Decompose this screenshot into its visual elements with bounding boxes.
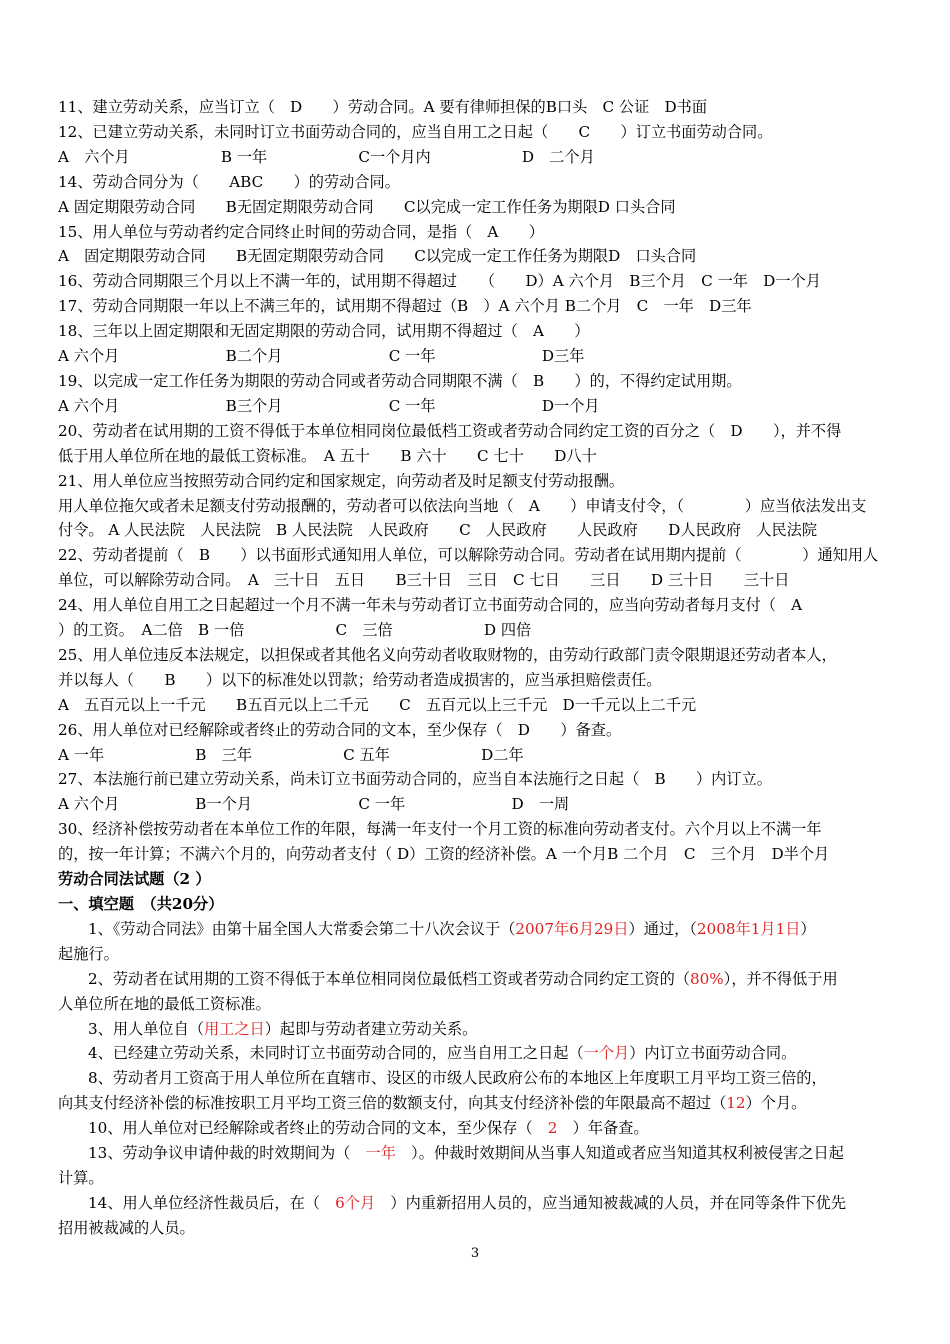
line-text: 24、用人单位自用工之日起超过一个月不满一年未与劳动者订立书面劳动合同的，应当向劳动者每月支付（ A (58, 596, 803, 615)
line-text: 的，按一年计算；不满六个月的，向劳动者支付（ D）工资的经济补偿。A 一个月B 二个月 C 三个月 D半个月 (58, 845, 830, 864)
text-line (58, 693, 892, 718)
line-text: A 固定期限劳动合同 B无固定期限劳动合同 C以完成一定工作任务为期限D 口头合同 (58, 247, 697, 266)
line-text: 14、劳动合同分为（ ABC ）的劳动合同。 (58, 172, 400, 191)
text-line (58, 743, 892, 768)
text-line (58, 593, 892, 618)
line-text: 26、用人单位对已经解除或者终止的劳动合同的文本，至少保存（ D ）备查。 (58, 720, 622, 739)
line-text: 向其支付经济补偿的标准按职工月平均工资三倍的数额支付，向其支付经济补偿的年限最高不超过（ (58, 1094, 727, 1113)
answer-text: 12 (726, 1094, 746, 1113)
line-text: 19、以完成一定工作任务为期限的劳动合同或者劳动合同期限不满（ B ）的，不得约定试用期。 (58, 371, 742, 390)
line-text: 低于用人单位所在地的最低工资标准。 A 五十 B 六十 C 七十 D八十 (58, 446, 597, 465)
line-text: A 五百元以上一千元 B五百元以上二千元 C 五百元以上三千元 D一千元以上二千元 (58, 695, 697, 714)
text-line (58, 419, 892, 444)
line-text: 劳动合同法试题（2 ） (58, 870, 211, 889)
line-text: 22、劳动者提前（ B ）以书面形式通知用人单位，可以解除劳动合同。劳动者在试用期内提前（ ）通知用人 (58, 546, 879, 565)
text-line (58, 269, 892, 294)
text-line (58, 444, 892, 469)
line-text: A 一年 B 三年 C 五年 D二年 (58, 745, 524, 764)
line-text: 10、用人单位对已经解除或者终止的劳动合同的文本，至少保存（ (88, 1119, 548, 1138)
line-text: A 六个月 B一个月 C 一年 D 一周 (58, 795, 570, 814)
line-text: ）。仲裁时效期间从当事人知道或者应当知道其权利被侵害之日起 (395, 1144, 844, 1163)
answer-text: 用工之日 (203, 1019, 265, 1038)
text-line (58, 618, 892, 643)
line-text: ）的工资。 A二倍 B 一倍 C 三倍 D 四倍 (58, 621, 532, 640)
text-line (58, 1066, 892, 1091)
text-line (58, 1017, 892, 1042)
text-line (58, 917, 892, 942)
answer-text: 一个月 (583, 1044, 630, 1063)
text-line (58, 643, 892, 668)
line-text: 21、用人单位应当按照劳动合同约定和国家规定，向劳动者及时足额支付劳动报酬。 (58, 471, 625, 490)
line-text: A 六个月 B 一年 C一个月内 D 二个月 (58, 147, 595, 166)
text-line (58, 294, 892, 319)
line-text: 1、《劳动合同法》由第十届全国人大常委会第二十八次会议于（ (88, 919, 516, 938)
line-text: 17、劳动合同期限一年以上不满三年的，试用期不得超过（B ）A 六个月 B二个月 C 一年 D三年 (58, 297, 752, 316)
line-text: ）内重新招用人员的，应当通知被裁减的人员，并在同等条件下优先 (375, 1193, 846, 1212)
line-text: 人单位所在地的最低工资标准。 (58, 994, 271, 1013)
line-text: ）内订立书面劳动合同。 (629, 1044, 797, 1063)
text-line (58, 369, 892, 394)
line-text: 27、本法施行前已建立劳动关系，尚未订立书面劳动合同的，应当自本法施行之日起（ B ）内订立。 (58, 770, 772, 789)
text-line (58, 1091, 892, 1116)
line-text: 招用被裁减的人员。 (58, 1218, 195, 1237)
text-line (58, 319, 892, 344)
text-line (58, 992, 892, 1017)
line-text: 3、用人单位自（ (88, 1019, 204, 1038)
line-text: 18、三年以上固定期限和无固定期限的劳动合同，试用期不得超过（ A ） (58, 322, 590, 341)
line-text: ） (800, 919, 816, 938)
line-text: 13、劳动争议申请仲裁的时效期间为（ (88, 1144, 366, 1163)
line-text: 4、已经建立劳动关系，未同时订立书面劳动合同的，应当自用工之日起（ (88, 1044, 584, 1063)
document-body (58, 95, 892, 1241)
text-line (58, 817, 892, 842)
answer-text: 2 (547, 1119, 558, 1138)
text-line (58, 244, 892, 269)
text-line (58, 842, 892, 867)
text-line (58, 967, 892, 992)
line-text: 11、建立劳动关系，应当订立（ D ）劳动合同。A 要有律师担保的B口头 C 公证 D书面 (58, 98, 708, 116)
text-line (58, 1141, 892, 1166)
text-line (58, 1041, 892, 1066)
text-line (58, 568, 892, 593)
answer-text: 2007年6月29日 (515, 919, 629, 938)
text-line (58, 942, 892, 967)
text-line (58, 543, 892, 568)
answer-text: 一年 (365, 1144, 396, 1163)
text-line (58, 145, 892, 170)
text-line (58, 792, 892, 817)
section-heading (58, 892, 892, 917)
text-line (58, 1116, 892, 1141)
text-line (58, 518, 892, 543)
line-text: 并以每人（ B ）以下的标准处以罚款；给劳动者造成损害的，应当承担赔偿责任。 (58, 670, 662, 689)
text-line (58, 95, 892, 120)
text-line (58, 344, 892, 369)
text-line (58, 494, 892, 519)
line-text: 计算。 (58, 1168, 104, 1187)
text-line (58, 220, 892, 245)
text-line (58, 1191, 892, 1216)
line-text: ）年备查。 (557, 1119, 649, 1138)
line-text: 14、用人单位经济性裁员后，在（ (88, 1193, 336, 1212)
line-text: 12、已建立劳动关系，未同时订立书面劳动合同的，应当自用工之日起（ C ）订立书面劳动合同。 (58, 122, 773, 141)
text-line (58, 718, 892, 743)
line-text: A 固定期限劳动合同 B无固定期限劳动合同 C以完成一定工作任务为期限D 口头合同 (58, 197, 676, 216)
page-number: 3 (470, 1246, 480, 1261)
line-text: ），并不得低于用 (723, 969, 838, 988)
line-text: A 六个月 B二个月 C 一年 D三年 (58, 347, 585, 366)
line-text: 20、劳动者在试用期的工资不得低于本单位相同岗位最低档工资或者劳动合同约定工资的百分之（ D ），并不得 (58, 421, 842, 440)
section-heading (58, 867, 892, 892)
line-text: 25、用人单位违反本法规定，以担保或者其他名义向劳动者收取财物的，由劳动行政部门责令限期退还劳动者本人， (58, 645, 837, 664)
line-text: 2、劳动者在试用期的工资不得低于本单位相同岗位最低档工资或者劳动合同约定工资的（ (88, 969, 690, 988)
line-text: 一、填空题 （共20分） (58, 895, 224, 913)
line-text: 付令。 A 人民法院 人民法院 B 人民法院 人民政府 C 人民政府 人民政府 D人民政府 人民法院 (58, 521, 818, 540)
answer-text: 6个月 (335, 1193, 376, 1212)
line-text: 15、用人单位与劳动者约定合同终止时间的劳动合同，是指（ A ） (58, 222, 544, 241)
text-line (58, 1166, 892, 1191)
text-line (58, 1216, 892, 1241)
text-line (58, 170, 892, 195)
line-text: 30、经济补偿按劳动者在本单位工作的年限，每满一年支付一个月工资的标准向劳动者支付。六个月以上不满一年 (58, 820, 822, 839)
line-text: 单位，可以解除劳动合同。 A 三十日 五日 B三十日 三日 C 七日 三日 D 三十日 三十日 (58, 571, 790, 590)
text-line (58, 120, 892, 145)
answer-text: 2008年1月1日 (696, 919, 801, 938)
text-line (58, 767, 892, 792)
line-text: ）个月。 (745, 1094, 807, 1113)
text-line (58, 394, 892, 419)
line-text: 用人单位拖欠或者未足额支付劳动报酬的，劳动者可以依法向当地（ A ）申请支付令，（ ）应当依法发出支 (58, 496, 867, 515)
text-line (58, 469, 892, 494)
line-text: A 六个月 B三个月 C 一年 D一个月 (58, 396, 600, 415)
line-text: 8、劳动者月工资高于用人单位所在直辖市、设区的市级人民政府公布的本地区上年度职工月平均工资三倍的， (88, 1069, 827, 1088)
answer-text: 80% (689, 969, 724, 988)
line-text: ）通过，（ (628, 919, 697, 938)
text-line (58, 195, 892, 220)
text-line (58, 668, 892, 693)
line-text: ）起即与劳动者建立劳动关系。 (264, 1019, 478, 1038)
line-text: 起施行。 (58, 944, 119, 963)
line-text: 16、劳动合同期限三个月以上不满一年的，试用期不得超过 （ D）A 六个月 B三个月 C 一年 D一个月 (58, 272, 821, 291)
